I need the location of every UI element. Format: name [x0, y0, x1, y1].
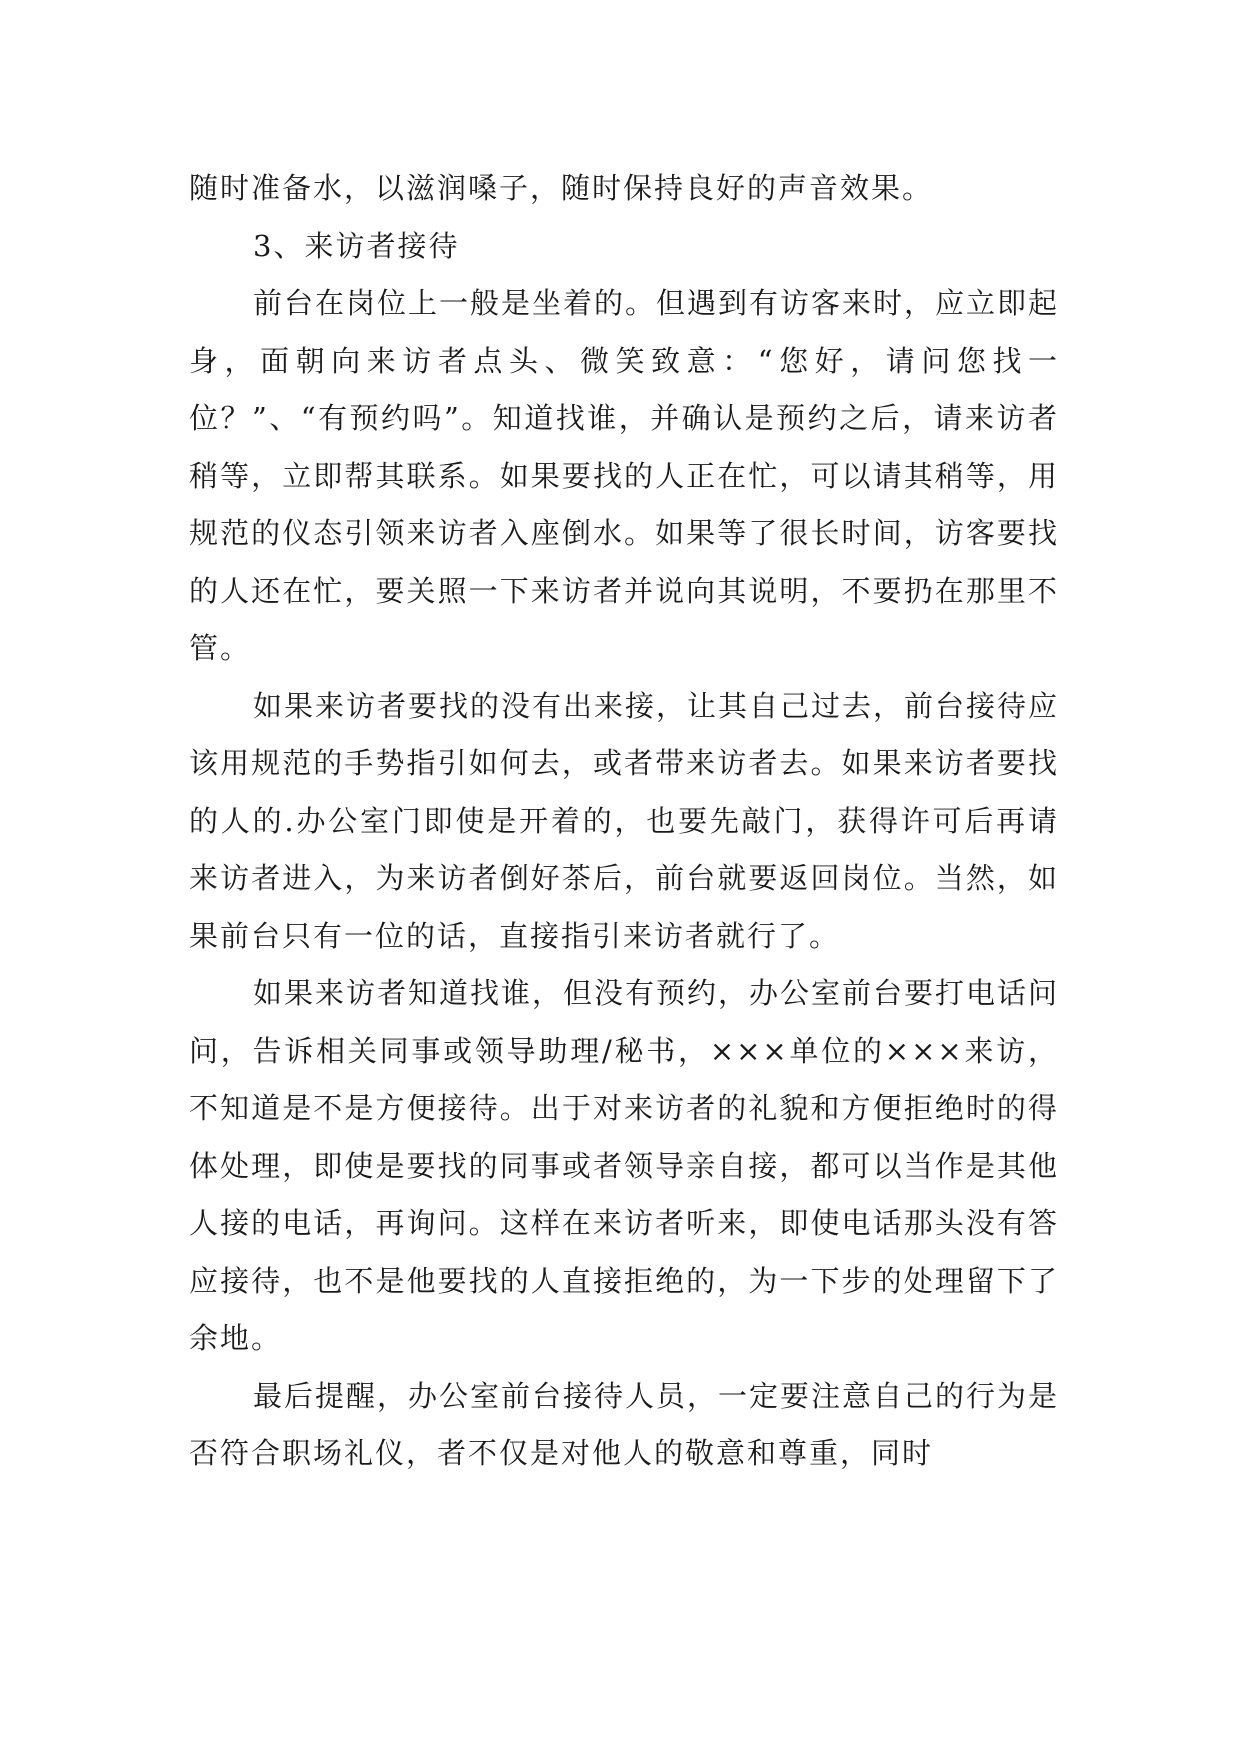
paragraph: 随时准备水，以滋润嗓子，随时保持良好的声音效果。: [189, 171, 934, 205]
section-heading: 3、来访者接待: [253, 228, 460, 263]
paragraph: 如果来访者要找的没有出来接，让其自己过去，前台接待应该用规范的手势指引如何去，或者带来访者去。如果来访者要找的人的.办公室门即使是开着的，也要先敲门，获得许可后再请来访者进入，为来访者倒好茶后，前台就要返回岗位。当然，如果前台只有一位的话，直接指引来访者就行了。: [189, 688, 1060, 953]
paragraph: 如果来访者知道找谁，但没有预约，办公室前台要打电话问问，告诉相关同事或领导助理/秘书，×××单位的×××来访，不知道是不是方便接待。出于对来访者的礼貌和方便拒绝时的得体处理，即使是要找的同事或者领导亲自接，都可以当作是其他人接的电话，再询问。这样在来访者听来，即使电话那头没有答应接待，也不是他要找的人直接拒绝的，为一下步的处理留下了余地。: [189, 976, 1060, 1355]
body-text: [189, 160, 1059, 1483]
paragraph: 前台在岗位上一般是坐着的。但遇到有访客来时，应立即起身，面朝向来访者点头、微笑致意：“您好，请问您找一位？”、“有预约吗”。知道找谁，并确认是预约之后，请来访者稍等，立即帮其联系。如果要找的人正在忙，可以请其稍等，用规范的仪态引领来访者入座倒水。如果等了很长时间，访客要找的人还在忙，要关照一下来访者并说向其说明，不要扔在那里不管。: [189, 286, 1060, 665]
paragraph: 最后提醒，办公室前台接待人员，一定要注意自己的行为是否符合职场礼仪，者不仅是对他人的敬意和尊重，同时: [189, 1378, 1060, 1470]
